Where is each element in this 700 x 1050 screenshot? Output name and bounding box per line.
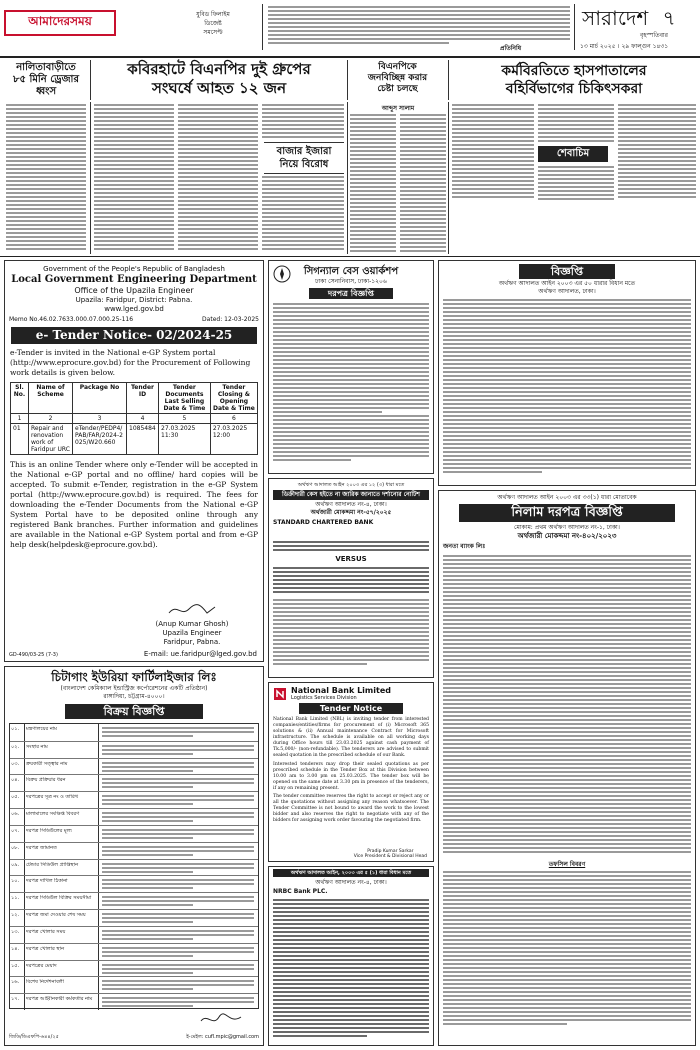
tagline-2: ডিজেষ্ট [204,20,222,27]
lged-signature [127,603,257,647]
lged-th-selling: Tender Documents Last Selling Date & Time [159,383,211,414]
cufl-row-label: দরপত্র সিডিউলের মূল্য [26,827,72,834]
army-notice: দরপত্র বিজ্ঞপ্তি [309,288,393,299]
logo-text: আমাদেরসময় [28,14,92,28]
cufl-title: বিক্রয় বিজ্ঞপ্তি [65,704,203,719]
lged-body: This is an online Tender where only e-Tender will be accepted in the National e-GP portal and no offline/ hard copies will be accepted. To submit e-Tender, registration in the e-GP System portal (http://www.eprocure.gov.bd) is required. The fees for downloading the e-Tender Documents from the National e-GP System Portal have to be deposited online through any registered Bank branches. Further information and guidelines are available in the National e-GP System portal and from e-GP help desk(helpdesk@eprocure.gov.bd). [10,460,258,549]
nbl-bank: National Bank Limited [291,686,391,695]
ad-right-notice [438,260,696,486]
nbl-body2: Interested tenderers may drop their sealed quotations as per prescribed schedule in the Tender Box at this Division between 10.00 am to 3.00 pm on 25.03.2025. The tender box will be opened on the same date at 3.30 pm in presence of the tenderers, if any on remaining present. [273,762,429,791]
cufl-row-number: ০৩. [11,760,20,767]
table-row [10,724,258,741]
cufl-row-number: ১২. [11,912,20,919]
army-emblem-icon [273,265,291,283]
nbl-dept: Logistics Services Division [291,695,357,701]
cufl-row-number: ১৫. [11,962,20,969]
cufl-sub: (বাংলাদেশ কেমিক্যাল ইন্ডাস্ট্রিজ কর্পোরেশনের একটি প্রতিষ্ঠান) [60,685,208,692]
masthead-taglines [176,10,250,37]
lged-colnum: 4 [127,414,159,424]
table-row [10,758,258,775]
nbl-body3: The tender committee reserves the right to accept or reject any or all the quotations without assigning any reason whatsoever. The Tender Committee is not bound to award the work to the lowest bidder and also reserves the right to negotiate with any of the bidders for assigning work order favouring the negotiated firm. [273,794,429,823]
cufl-row-number: ০৯. [11,861,20,868]
lged-memo: Memo No.46.02.7633.000.07.000.25-116 [9,316,134,323]
lged-gd: GD-490/03-25 (7-3) [9,652,58,658]
ad-lged-tender [4,260,264,662]
right-notice-title: বিজ্ঞপ্তি [519,264,615,279]
table-row [10,976,258,993]
lged-colnum: 1 [11,414,29,424]
cufl-row-number: ০৬. [11,811,20,818]
cufl-row-value [102,778,254,790]
cufl-row-label: বিশেষ নির্দেশনাবলী [26,979,64,986]
lged-title: e- Tender Notice- 02/2024-25 [11,327,257,344]
story-bnp-headline: বিএনপিকে জনবিচ্ছিন্ন করার চেষ্টা চলছে [367,62,428,94]
top-story-credit: প্রতিনিধি [500,45,522,52]
lged-colnum: 5 [159,414,211,424]
cufl-row-value [102,930,254,942]
table-row [10,926,258,943]
scb-case: অর্থজারী মোকদ্দমা নং-৫৭/২০২৫ [310,509,392,516]
story-hospital-col1 [452,104,534,202]
story-kabirhat-col3 [262,104,344,140]
nbl-sign-title: Vice President & Divisional Head [353,854,427,859]
nrbc-court: অর্থঋণ আদালত আইন, ২০০৩ এর ৫ (১) ধারা বিধান মতে [273,869,429,877]
cufl-row-value [102,727,254,739]
ad-nrbc-court [268,866,434,1046]
cufl-row-label: টেন্ডার সিডিউল প্রাপ্তিস্থান [26,861,79,868]
auction-court: অর্থঋণ আদালত আইন ২০০৩ এর ৩৩(১) ধারা মোতাবেক [497,494,637,501]
right-notice-body [443,299,691,479]
cufl-row-label: দরপত্র সিডিউল বিক্রির সময়সীমা [26,895,92,902]
lged-th-closing: Tender Closing & Opening Date & Time [210,383,257,414]
scb-body [273,599,429,671]
signature-scribble [167,603,217,617]
story-hospital-col2 [538,104,614,144]
cufl-row-value [102,964,254,976]
table-row [10,909,258,926]
table-row [10,842,258,859]
lged-th-id: Tender ID [127,383,159,414]
tagline-1: যুবিড ফিলাইম [196,11,230,18]
cufl-row-label: দরপত্র দাখিল ঠিকানা [26,878,68,885]
story-nalitabari-headline: নালিতাবাড়ীতে ৮৫ মিনি ড্রেজার ধ্বংস [13,62,79,97]
story-hospital-col3 [618,104,696,202]
section-name: সারাদেশ [582,6,649,30]
lged-sign-place: Faridpur, Pabna. [163,638,221,646]
army-sub: ঢাকা সেনানিবাস, ঢাকা-১২০৬ [315,278,387,285]
tagline-3: সমসেপ্ট [203,29,223,36]
lged-line4: Upazila: Faridpur, District: Pabna. [75,296,193,304]
scb-plaintiff [273,541,429,553]
right-notice-court2: অর্থঋণ আদালত, ঢাকা। [538,288,596,295]
cufl-row-number: ১৭. [11,996,20,1003]
lged-th-package: Package No [73,383,127,414]
lged-cell: 27.03.2025 11:30 [159,424,211,455]
cufl-row-value [102,913,254,925]
scb-versus: VERSUS [335,555,367,563]
story-kabirhat-col1 [94,104,174,254]
table-row [11,424,258,455]
lged-sign-title: Upazila Engineer [162,629,222,637]
scb-defendant [273,567,429,595]
table-row [10,741,258,758]
auction-body-1 [443,555,691,855]
cufl-row-number: ১১. [11,895,20,902]
story-nalitabari-body [6,104,86,254]
lged-sign-name: (Anup Kumar Ghosh) [155,620,229,628]
lged-line1: Government of the People's Republic of Bangladesh [43,265,225,273]
table-row [10,993,258,1010]
cufl-row-value [102,812,254,824]
table-row [10,825,258,842]
story-bnp-byline: আব্দুস সালাম [381,105,415,112]
cufl-row-number: ০৮. [11,844,20,851]
auction-schedule: তফসিল বিবরণ [548,861,586,868]
lged-th-scheme: Name of Scheme [29,383,73,414]
cufl-row-number: ১৪. [11,945,20,952]
lged-cell: 27.03.2025 12:00 [210,424,257,455]
table-row [10,875,258,892]
cufl-row-label: দরপত্র জামানত [26,844,57,851]
masthead-logo [4,10,116,36]
issue-date: ১৩ মার্চ ২০২৫ । ২৯ ফাল্গুন ১৪৩১ [580,43,669,50]
auction-court2: মোকাম: প্রথম অর্থঋণ আদালত নং-১, ঢাকা। [514,524,620,531]
ad-auction-notice [438,490,696,1046]
auction-case: অর্থজারী মোকদ্দমা নং-৪০২/২০২৩ [517,532,617,540]
lged-colnum: 6 [210,414,257,424]
cufl-address: রাঙ্গাদিয়া, চট্টগ্রাম-৪০০০। [103,693,165,700]
cufl-row-value [102,846,254,858]
cufl-row-number: ০৪. [11,777,20,784]
cufl-row-label: দরপত্র জমা দেওয়ার শেষ সময় [26,912,86,919]
masthead [0,0,700,56]
auction-body-2 [443,871,691,1039]
lged-colnum: 2 [29,414,73,424]
lged-cell: eTender/PEDP4/PAB/FAR/2024-2025/W20.660 [73,424,127,455]
lged-line5: www.lged.gov.bd [104,305,164,313]
lged-cell: Repair and renovation work of Faridpur URC [29,424,73,455]
cufl-rows [9,723,259,1009]
signature-scribble [199,1013,243,1027]
cufl-row-value [102,997,254,1009]
cufl-row-value [102,795,254,807]
page-number: ৭ [662,6,676,30]
table-row [10,859,258,876]
scb-court2: অর্থঋণ আদালত নং-৪, ঢাকা। [315,501,387,508]
scb-bank: STANDARD CHARTERED BANK [273,519,374,526]
ad-cufl-sale [4,666,264,1046]
cufl-row-label: সংস্থার নাম [26,743,48,750]
army-body [273,303,429,465]
lged-colnum: 3 [73,414,127,424]
top-story-text [268,6,570,46]
army-title: সিগন্যাল বেস ওয়ার্কশপ [303,266,399,277]
table-row [10,774,258,791]
story-kabirhat-headline: কবিরহাটে বিএনপির দুই গ্রুপের সংঘর্ষে আহত ১২ জন [127,60,311,97]
table-row [10,808,258,825]
nbl-sign: Pradip Kumar Sarkar [367,849,414,854]
cufl-row-value [102,863,254,875]
lged-dated: Dated: 12-03-2025 [202,316,259,323]
lged-cell: 01 [11,424,29,455]
nbl-logo-icon [273,687,287,701]
section-title [582,4,692,37]
cufl-row-number: ০১. [11,726,20,732]
nrbc-bank: NRBC Bank PLC. [273,888,328,895]
cufl-row-label: দরপত্র আহ্বানকারী কর্মকর্তার নাম [26,996,93,1003]
cufl-row-value [102,879,254,891]
issue-day: বৃহস্পতিবার [640,32,668,39]
story-kabirhat-col2 [178,104,258,254]
nbl-title: Tender Notice [299,703,403,714]
lged-email: E-mail: ue.faridpur@lged.gov.bd [143,650,257,658]
cufl-row-label: মালামালের সংক্ষিপ্ত বিবরণ [26,811,80,818]
cufl-row-label: দরপত্রের মেয়াদ [26,962,57,969]
lged-intro: e-Tender is invited in the National e-GP System portal (http://www.eprocure.gov.bd) for the Procurement of Following work details is given below. [10,348,251,377]
cufl-footer-left: জিডি/ডিএফপি-৬৪৪/২৫ [9,1034,59,1040]
lged-tender-table [10,382,258,455]
lged-line2: Local Government Engineering Department [11,274,257,285]
table-row [10,943,258,960]
table-row [10,960,258,977]
cufl-row-number: ১৩. [11,928,20,935]
scb-court: অর্থঋণ আদালত আইন ২০০৩ এর ১২ (৩) ধারা মতে [297,482,405,488]
ad-signal-workshop [268,260,434,474]
auction-bank: জনতা ব্যাংক লিঃ [443,543,486,550]
story-bazar-body [262,176,344,254]
cufl-row-label: ক্রয়কারী সত্ত্বার নাম [26,760,68,767]
story-hospital-kicker: শেবাচিম [538,146,608,162]
auction-title: নিলাম দরপত্র বিজ্ঞপ্তি [459,504,675,522]
cufl-row-label: দরপত্র খোলার সময় [26,928,66,935]
right-notice-court: অর্থঋণ আদালত আইন ২০০৩ এর ৫০ ধারার বিধান মতে [498,280,636,287]
nbl-body: National Bank Limited (NBL) is inviting tender from interested companies/entities/firms for procurement of (i) Microsoft 365 solutions & (ii) Annual maintenance Contract for Microsoft infrastructure. The schedule is available on all working days during Office hours till 23.03.2025 against cash payment of Tk.5,000/- (non-refundable). The tenderers are advised to submit sealed quotation in the prescribed schedule of our Bank. [273,717,429,758]
cufl-row-number: ১০. [11,878,20,885]
table-row [10,892,258,909]
cufl-row-value [102,980,254,992]
nrbc-court2: অর্থঋণ আদালত নং-৪, ঢাকা। [315,879,387,886]
cufl-row-value [102,829,254,841]
cufl-row-label: দরপত্র খোলার স্থান [26,945,65,952]
story-bnp-col1 [350,114,396,254]
story-bnp-col2 [400,114,446,254]
cufl-row-value [102,896,254,908]
cufl-row-value [102,947,254,959]
ad-nbl-tender [268,682,434,862]
lged-cell: 1085484 [127,424,159,455]
nrbc-body [273,899,429,1041]
cufl-row-number: ০২. [11,743,20,750]
cufl-footer-right: ই-মেইল: cufl.mpic@gmail.com [186,1034,259,1040]
cufl-row-label: দরপত্রের সূত্র নং ও তারিখ [26,794,79,801]
lged-th-sl: Sl. No. [11,383,29,414]
cufl-row-number: ০৫. [11,794,20,801]
cufl-row-label: বিক্রয় প্রক্রিয়ার ধরন [26,777,66,784]
cufl-row-number: ০৭. [11,827,20,834]
story-hospital-headline: কর্মবিরতিতে হাসপাতালের বহির্বিভাগের চিকিৎসকরা [501,63,647,97]
table-row [10,791,258,808]
sub-headline-bazar: বাজার ইজারা নিয়ে বিরোধ [264,142,344,174]
ad-scb-court [268,478,434,678]
cufl-name: চিটাগাং ইউরিয়া ফার্টিলাইজার লিঃ [51,670,217,684]
cufl-row-value [102,762,254,774]
cufl-sign [199,1012,243,1031]
cufl-row-number: ১৬. [11,979,20,986]
cufl-row-label: মন্ত্রণালয়ের নাম [26,726,57,732]
lged-line3: Office of the Upazila Engineer [74,286,194,295]
scb-title: ডিক্রীদারী কেস হইতে না জারিক জানাতে দর্শানোর নোটিশ [273,490,429,500]
cufl-row-value [102,745,254,757]
story-hospital-col2b [538,166,614,202]
